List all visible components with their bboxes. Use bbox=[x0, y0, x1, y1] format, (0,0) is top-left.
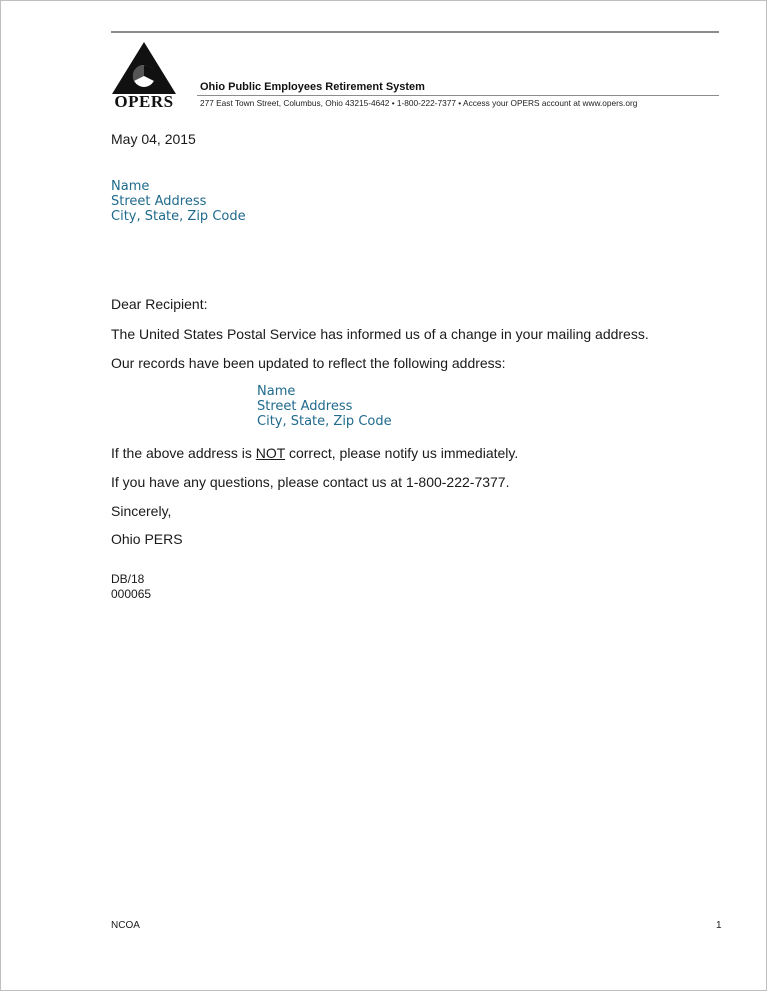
opers-triangle-icon bbox=[112, 42, 176, 94]
logo-text: OPERS bbox=[114, 92, 174, 111]
closing: Sincerely, bbox=[111, 503, 172, 519]
new-address-name: Name bbox=[257, 384, 296, 399]
notify-text-after: correct, please notify us immediately. bbox=[285, 445, 519, 461]
reference-number: 000065 bbox=[111, 587, 152, 601]
recipient-city-state-zip: City, State, Zip Code bbox=[111, 209, 246, 224]
signature: Ohio PERS bbox=[111, 531, 183, 547]
body-line-usps: The United States Postal Service has informed us of a change in your mailing address. bbox=[111, 326, 649, 342]
opers-logo bbox=[108, 42, 180, 114]
org-rule bbox=[197, 95, 719, 96]
greeting: Dear Recipient: bbox=[111, 296, 208, 312]
notify-emphasis: NOT bbox=[255, 445, 286, 461]
footer-left: NCOA bbox=[111, 920, 140, 931]
body-line-notify bbox=[111, 445, 518, 461]
body-line-questions: If you have any questions, please contact us at 1-800-222-7377. bbox=[111, 474, 510, 490]
recipient-street: Street Address bbox=[111, 194, 207, 209]
notify-text-before: If the above address is bbox=[111, 445, 256, 461]
page-number: 1 bbox=[716, 920, 722, 931]
recipient-address bbox=[111, 179, 246, 224]
header-top-rule bbox=[111, 31, 719, 33]
letter-date: May 04, 2015 bbox=[111, 131, 196, 147]
reference-code: DB/18 bbox=[111, 572, 145, 586]
new-address-city-state-zip: City, State, Zip Code bbox=[257, 414, 392, 429]
org-name: Ohio Public Employees Retirement System bbox=[200, 81, 425, 93]
body-line-records: Our records have been updated to reflect the following address: bbox=[111, 355, 506, 371]
reference-block bbox=[111, 572, 151, 602]
new-address bbox=[257, 384, 392, 429]
recipient-name: Name bbox=[111, 179, 150, 194]
new-address-street: Street Address bbox=[257, 399, 353, 414]
org-contact-line: 277 East Town Street, Columbus, Ohio 43215-4642 • 1-800-222-7377 • Access your OPERS account at www.opers.org bbox=[200, 98, 638, 108]
